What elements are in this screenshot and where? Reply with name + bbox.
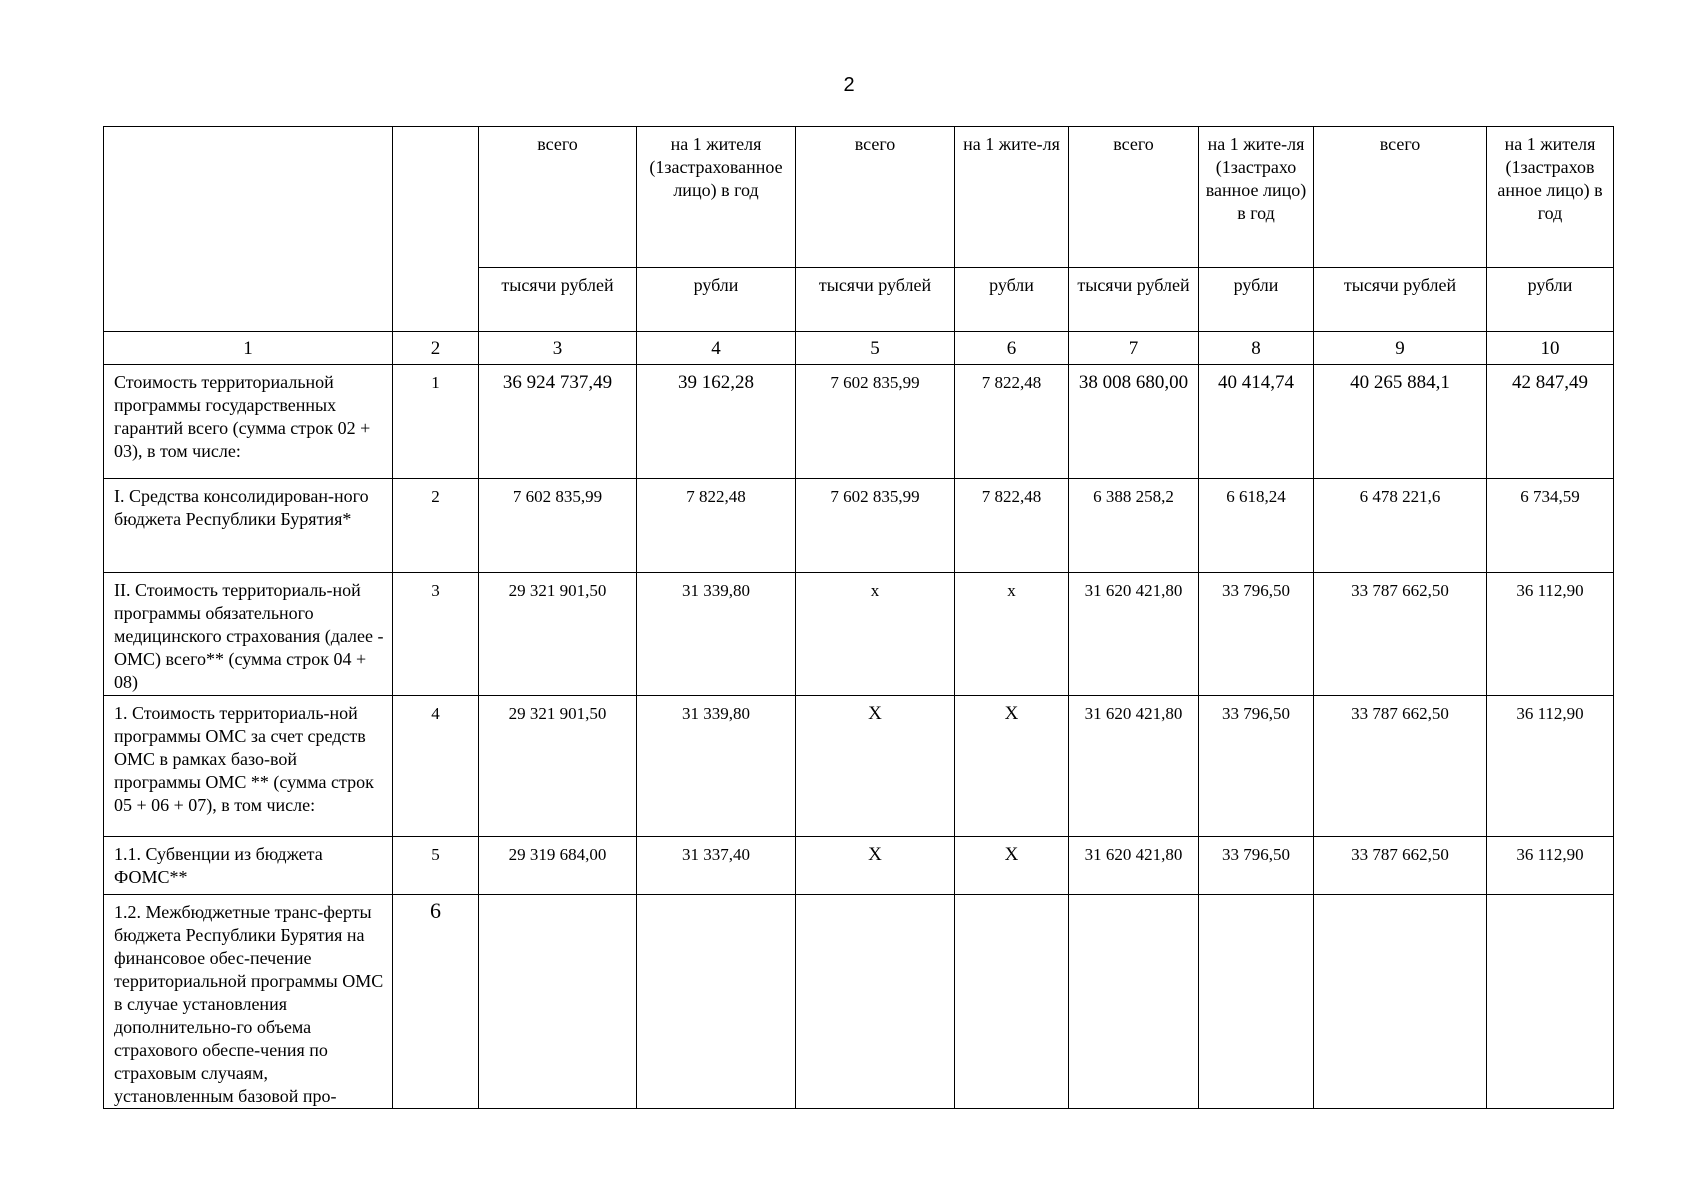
value-cell: Х (955, 837, 1069, 895)
value-cell: 6 478 221,6 (1314, 479, 1487, 573)
value-cell: 42 847,49 (1487, 365, 1614, 479)
column-number: 1 (104, 332, 393, 365)
value-cell: 7 602 835,99 (796, 479, 955, 573)
value-cell: 40 265 884,1 (1314, 365, 1487, 479)
value-cell: 39 162,28 (637, 365, 796, 479)
value-cell: 36 924 737,49 (479, 365, 637, 479)
value-cell: 6 734,59 (1487, 479, 1614, 573)
value-cell: х (955, 573, 1069, 696)
value-cell: 33 787 662,50 (1314, 837, 1487, 895)
value-cell (796, 895, 955, 1109)
table-row (104, 837, 1614, 895)
value-cell: 29 321 901,50 (479, 573, 637, 696)
value-cell: 7 602 835,99 (479, 479, 637, 573)
value-cell: 33 796,50 (1199, 837, 1314, 895)
value-cell: 31 620 421,80 (1069, 573, 1199, 696)
value-cell: 33 787 662,50 (1314, 696, 1487, 837)
column-number: 2 (393, 332, 479, 365)
value-cell (637, 895, 796, 1109)
value-cell (479, 895, 637, 1109)
row-number: 6 (393, 895, 479, 1109)
value-cell: Х (796, 696, 955, 837)
header-unit-cell: тысячи рублей (1069, 268, 1199, 332)
value-cell: 36 112,90 (1487, 837, 1614, 895)
column-number: 6 (955, 332, 1069, 365)
row-label: 1.1. Субвенции из бюджета ФОМС** (104, 837, 393, 895)
value-cell (955, 895, 1069, 1109)
value-cell: 29 321 901,50 (479, 696, 637, 837)
column-number: 3 (479, 332, 637, 365)
column-number: 9 (1314, 332, 1487, 365)
value-cell: х (796, 573, 955, 696)
value-cell (1487, 895, 1614, 1109)
value-cell: 6 388 258,2 (1069, 479, 1199, 573)
table-row (104, 573, 1614, 696)
table-row (104, 696, 1614, 837)
value-cell: 33 796,50 (1199, 573, 1314, 696)
value-cell: 31 337,40 (637, 837, 796, 895)
value-cell (1199, 895, 1314, 1109)
value-cell: 33 787 662,50 (1314, 573, 1487, 696)
row-number: 3 (393, 573, 479, 696)
header-measure-cell: на 1 жите-ля (955, 127, 1069, 268)
value-cell: Х (796, 837, 955, 895)
header-unit-cell: тысячи рублей (796, 268, 955, 332)
header-unit-cell: тысячи рублей (1314, 268, 1487, 332)
value-cell: 31 620 421,80 (1069, 696, 1199, 837)
value-cell: 31 339,80 (637, 573, 796, 696)
column-number: 5 (796, 332, 955, 365)
financing-table (103, 126, 1614, 1109)
row-number: 5 (393, 837, 479, 895)
value-cell: 31 620 421,80 (1069, 837, 1199, 895)
table-row (104, 895, 1614, 1109)
value-cell: 36 112,90 (1487, 573, 1614, 696)
header-measure-cell: на 1 жителя (1застрахованное лицо) в год (637, 127, 796, 268)
row-number: 4 (393, 696, 479, 837)
row-number: 1 (393, 365, 479, 479)
column-number: 7 (1069, 332, 1199, 365)
value-cell: 36 112,90 (1487, 696, 1614, 837)
header-measure-cell: на 1 жите-ля (1застрахо ванное лицо) в год (1199, 127, 1314, 268)
header-line-cell (393, 127, 479, 332)
table-row (104, 479, 1614, 573)
value-cell: 7 822,48 (955, 479, 1069, 573)
page-number: 2 (843, 74, 855, 96)
column-number: 8 (1199, 332, 1314, 365)
row-number: 2 (393, 479, 479, 573)
row-label: Стоимость территориальной программы государственных гарантий всего (сумма строк 02 + 03), в том числе: (104, 365, 393, 479)
header-label-cell (104, 127, 393, 332)
value-cell: 7 822,48 (637, 479, 796, 573)
header-measure-cell: на 1 жителя (1застрахов анное лицо) в год (1487, 127, 1614, 268)
value-cell: Х (955, 696, 1069, 837)
header-unit-cell: рубли (1199, 268, 1314, 332)
value-cell: 31 339,80 (637, 696, 796, 837)
column-number: 4 (637, 332, 796, 365)
value-cell: 6 618,24 (1199, 479, 1314, 573)
value-cell: 33 796,50 (1199, 696, 1314, 837)
header-measure-cell: всего (796, 127, 955, 268)
table-row (104, 365, 1614, 479)
header-unit-cell: рубли (955, 268, 1069, 332)
header-unit-cell: тысячи рублей (479, 268, 637, 332)
value-cell: 40 414,74 (1199, 365, 1314, 479)
header-unit-cell: рубли (1487, 268, 1614, 332)
row-label: 1. Стоимость территориаль-ной программы ОМС за счет средств ОМС в рамках базо-вой программы ОМС ** (сумма строк 05 + 06 + 07), в том числе: (104, 696, 393, 837)
value-cell: 7 602 835,99 (796, 365, 955, 479)
column-number: 10 (1487, 332, 1614, 365)
header-unit-cell: рубли (637, 268, 796, 332)
header-measure-row (104, 127, 1614, 268)
value-cell: 38 008 680,00 (1069, 365, 1199, 479)
value-cell: 29 319 684,00 (479, 837, 637, 895)
header-measure-cell: всего (1069, 127, 1199, 268)
row-label: 1.2. Межбюджетные транс-ферты бюджета Республики Бурятия на финансовое обес-печение территориальной программы ОМС в случае установления дополнительно-го объема страхового обеспе-чения по страховым случаям, установленным базовой про- (104, 895, 393, 1109)
row-label: II. Стоимость территориаль-ной программы обязательного медицинского страхования (далее - ОМС) всего** (сумма строк 04 + 08) (104, 573, 393, 696)
value-cell: 7 822,48 (955, 365, 1069, 479)
row-label: I. Средства консолидирован-ного бюджета Республики Бурятия* (104, 479, 393, 573)
header-measure-cell: всего (1314, 127, 1487, 268)
column-numbers-row (104, 332, 1614, 365)
header-measure-cell: всего (479, 127, 637, 268)
value-cell (1314, 895, 1487, 1109)
value-cell (1069, 895, 1199, 1109)
